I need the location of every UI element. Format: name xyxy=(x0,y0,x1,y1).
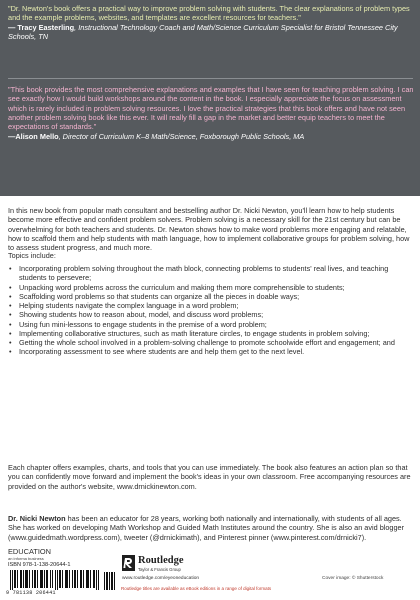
topics-list xyxy=(8,264,413,357)
bio-text: has been an educator for 28 years, working both nationally and internationally, with students of all ages. She has worked on developing Math Workshop and Guided Math Institutes around the country. She is also an avid blogger (www.guidedmath.wordpress.com), tweeter (@drnickimath), and Pinterest pinner (www.pinterest.com/drnicki7). xyxy=(8,514,405,542)
topic-item xyxy=(8,329,413,338)
topic-text: Scaffolding word problems so that students can organize all the pieces in doable ways; xyxy=(19,291,300,301)
topic-item xyxy=(8,292,413,301)
author-website-link[interactable]: www.drnickinewton.com xyxy=(116,481,195,491)
ebook-footnote: Routledge titles are available as eBook editions in a range of digital formats xyxy=(121,586,272,591)
bullet-icon: • xyxy=(9,347,12,357)
testimonial-1-text: "Dr. Newton's book offers a practical way to improve problem solving with students. The clear explanations of problem types and the example problems, websites, and templates are excellent resources for teachers." xyxy=(8,4,410,23)
topic-text: Showing students how to reason about, model, and discuss word problems; xyxy=(19,310,264,320)
testimonial-1 xyxy=(8,4,414,42)
topic-text: Unpacking word problems across the curriculum and making them more comprehensible to students; xyxy=(19,282,345,292)
bullet-icon: • xyxy=(9,328,12,338)
publisher-subtitle: Taylor & Francis Group xyxy=(138,567,181,572)
closing-paragraph xyxy=(8,463,413,491)
topic-text: Incorporating problem solving throughout the math block, connecting problems to students' real lives, and teaching students to persevere; xyxy=(19,264,389,283)
testimonial-2-role: , Director of Curriculum K–8 Math/Science, Foxborough Public Schools, MA xyxy=(58,131,305,141)
bullet-icon: • xyxy=(9,310,12,320)
testimonial-1-role: , Instructional Technology Coach and Math/Science Curriculum Specialist for Bristol Tennessee City Schools, TN xyxy=(8,23,398,42)
bio-author-name: Dr. Nicki Newton xyxy=(8,514,66,523)
bullet-icon: • xyxy=(9,301,12,310)
bullet-icon: • xyxy=(9,319,12,329)
author-bio xyxy=(8,514,413,542)
publisher-name: Routledge xyxy=(138,555,184,566)
intro-paragraph: In this new book from popular math consultant and bestselling author Dr. Nicki Newton, you'll learn how to help students become more effective and confident problem solvers. Problem solving is a necessary skill for the 21st century but can be overwhelming for both teachers and students. Dr. Newton shows how to make word problems more engaging and relatable, how to scaffold them and help students with math language, how to implement collaborative groups for problem solving, how to assess student progress, and much more. xyxy=(8,206,410,252)
closing-end: . xyxy=(194,481,197,491)
barcode-icon xyxy=(10,570,102,590)
bullet-icon: • xyxy=(9,291,12,301)
topic-text: Implementing collaborative structures, such as math literature circles, to engage students in problem solving; xyxy=(19,328,370,338)
topic-item xyxy=(8,347,413,356)
topic-text: Helping students navigate the complex language in a word problem; xyxy=(19,301,239,310)
testimonial-1-name: — Tracy Easterling xyxy=(8,23,75,33)
informa-label: an informa business xyxy=(8,556,44,561)
topic-item xyxy=(8,264,413,283)
testimonial-2-text: "This book provides the most comprehensive explanations and examples that I have seen for teaching problem solving. I can see exactly how I would build workshops around the content in the book. I especially appreciate the focus on assessment which is rarely included in problem solving resources. I love the practical strategies that this book offers and have not seen another problem solving book like this ever. It will really fill a gap in the market and better equip teachers to meet the expectations of standards." xyxy=(8,85,414,132)
testimonial-1-attribution xyxy=(8,23,414,42)
barcode-addon-icon xyxy=(104,570,116,590)
bullet-icon: • xyxy=(9,264,12,273)
topics-heading: Topics include: xyxy=(8,251,56,260)
topic-item xyxy=(8,310,413,319)
testimonial-2-name: —Alison Mello xyxy=(8,131,59,141)
testimonial-divider xyxy=(8,78,413,79)
topic-text: Getting the whole school involved in a problem-solving challenge to promote schoolwide effort and engagement; and xyxy=(19,338,395,347)
testimonial-2 xyxy=(8,85,414,141)
bullet-icon: • xyxy=(9,338,12,347)
routledge-logo-icon xyxy=(122,555,135,571)
topic-item xyxy=(8,338,413,347)
bullet-icon: • xyxy=(9,282,12,292)
topic-text: Using fun mini-lessons to engage students in the premise of a word problem; xyxy=(19,319,267,329)
testimonial-2-attribution xyxy=(8,132,414,141)
topic-item xyxy=(8,320,413,329)
topic-text: Incorporating assessment to see where students are and help them get to the next level. xyxy=(19,347,305,357)
topic-item xyxy=(8,283,413,292)
closing-text: Each chapter offers examples, charts, and tools that you can use immediately. The book also features an action plan so that you can confidently move forward and implement the book's ideas in your own classroom. Free accompanying resources are provided on the author's website, xyxy=(8,463,411,491)
publisher-url[interactable]: www.routledge.com/eyeoneducation xyxy=(122,576,200,581)
category-label: EDUCATION xyxy=(8,547,51,556)
topic-item xyxy=(8,301,413,310)
isbn-label: ISBN 978-1-138-20644-1 xyxy=(8,562,71,568)
cover-credit: Cover image: © Shutterstock xyxy=(322,576,384,581)
barcode-digits: 9 781138 206441 xyxy=(6,590,56,596)
